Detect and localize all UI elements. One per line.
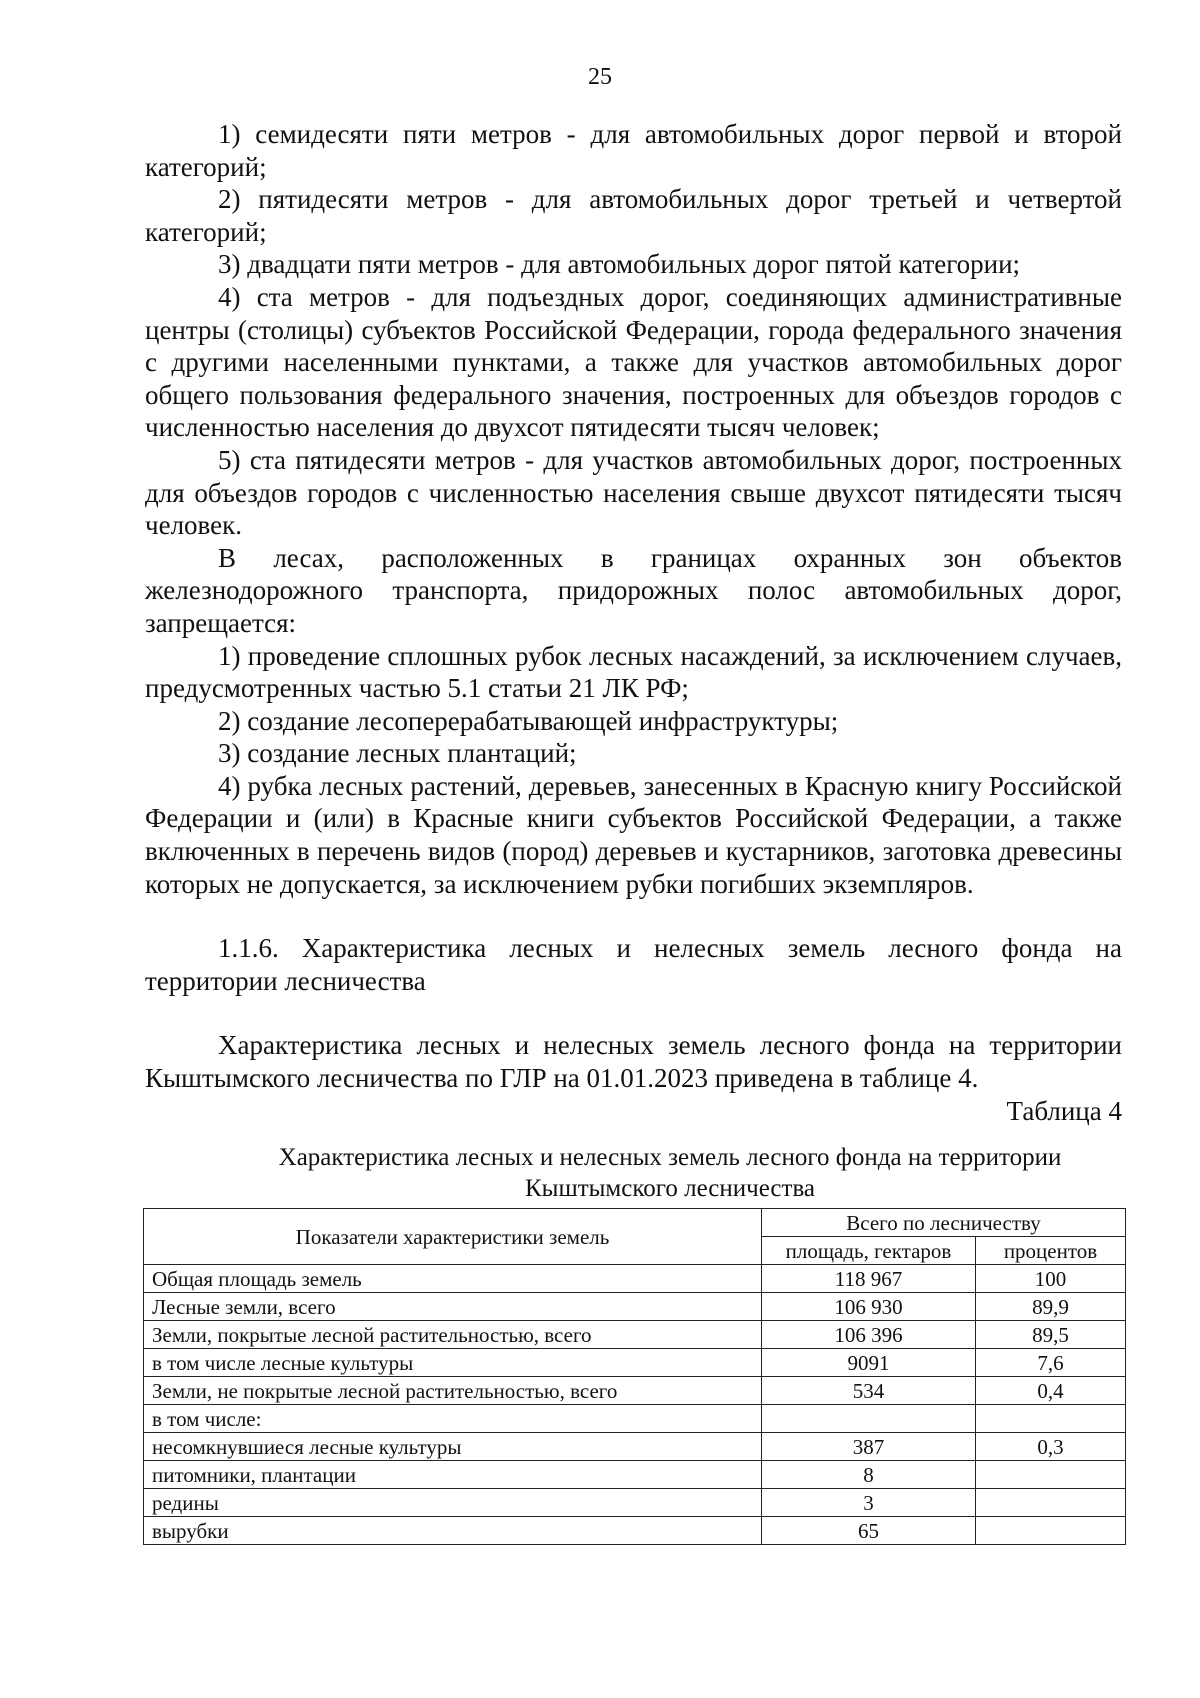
- row-label: Земли, покрытые лесной растительностью, всего: [144, 1321, 762, 1349]
- table-row: [144, 1489, 1126, 1517]
- table-row: [144, 1517, 1126, 1545]
- row-label: в том числе:: [144, 1405, 762, 1433]
- list-item-75m: 1) семидесяти пяти метров - для автомобильных дорог первой и второй категорий;: [145, 119, 1122, 182]
- list-item-25m: 3) двадцати пяти метров - для автомобильных дорог пятой категории;: [218, 249, 1021, 280]
- row-percent: 89,5: [976, 1321, 1126, 1349]
- list-item-150m: 5) ста пятидесяти метров - для участков автомобильных дорог, построенных для объездов городов с численностью населения свыше двухсот пятидесяти тысяч человек.: [145, 444, 1122, 541]
- header-percent: процентов: [976, 1237, 1126, 1265]
- row-percent: 89,9: [976, 1293, 1126, 1321]
- row-area: 534: [762, 1377, 976, 1405]
- table-row: [144, 1377, 1126, 1405]
- table-title-line-2: Кыштымского лесничества: [524, 1175, 816, 1202]
- row-label: несомкнувшиеся лесные культуры: [144, 1433, 762, 1461]
- row-percent: 0,4: [976, 1377, 1126, 1405]
- header-area: площадь, гектаров: [762, 1237, 976, 1265]
- row-area: 65: [762, 1517, 976, 1545]
- row-label: редины: [144, 1489, 762, 1517]
- list-item-100m: 4) ста метров - для подъездных дорог, соединяющих административные центры (столицы) субъектов Российской Федерации, города федерального значения с другими населенными пунктами, а также для участков автомобильных дорог общего пользования федерального значения, построенных для объездов городов с численностью населения до двухсот пятидесяти тысяч человек;: [145, 281, 1122, 443]
- row-label: вырубки: [144, 1517, 762, 1545]
- list-item-50m: 2) пятидесяти метров - для автомобильных дорог третьей и четвертой категорий;: [145, 184, 1122, 247]
- row-area: 8: [762, 1461, 976, 1489]
- row-area: 387: [762, 1433, 976, 1461]
- intro-paragraph: Характеристика лесных и нелесных земель лесного фонда на территории Кыштымского лесничества по ГЛР на 01.01.2023 приведена в таблице 4.: [145, 1030, 1122, 1094]
- row-area: 106 396: [762, 1321, 976, 1349]
- row-label: Общая площадь земель: [144, 1265, 762, 1293]
- row-area: 9091: [762, 1349, 976, 1377]
- row-percent: 7,6: [976, 1349, 1126, 1377]
- row-label: в том числе лесные культуры: [144, 1349, 762, 1377]
- row-percent: [976, 1461, 1126, 1489]
- row-area: 118 967: [762, 1265, 976, 1293]
- row-percent: 0,3: [976, 1433, 1126, 1461]
- table-label: Таблица 4: [1006, 1095, 1122, 1126]
- row-area: 106 930: [762, 1293, 976, 1321]
- prohibition-item-1: 1) проведение сплошных рубок лесных насаждений, за исключением случаев, предусмотренных частью 5.1 статьи 21 ЛК РФ;: [145, 640, 1122, 704]
- table-row: [144, 1433, 1126, 1461]
- row-label: Земли, не покрытые лесной растительностью, всего: [144, 1377, 762, 1405]
- prohibition-item-4: 4) рубка лесных растений, деревьев, занесенных в Красную книгу Российской Федерации и (или) в Красные книги субъектов Российской Федерации, а также включенных в перечень видов (пород) деревьев и кустарников, заготовка древесины которых не допускается, за исключением рубки погибших экземпляров.: [145, 770, 1122, 899]
- row-percent: [976, 1517, 1126, 1545]
- prohibition-intro: В лесах, расположенных в границах охранных зон объектов железнодорожного транспорта, придорожных полос автомобильных дорог, запрещается:: [145, 542, 1122, 638]
- page-number: 25: [588, 64, 612, 90]
- table-title: [200, 1142, 1140, 1204]
- row-percent: [976, 1489, 1126, 1517]
- table-row: [144, 1293, 1126, 1321]
- table-row: [144, 1349, 1126, 1377]
- table-row: [144, 1405, 1126, 1433]
- land-characteristics-table: [143, 1208, 1126, 1545]
- row-percent: 100: [976, 1265, 1126, 1293]
- header-total: Всего по лесничеству: [762, 1209, 1126, 1237]
- section-heading: 1.1.6. Характеристика лесных и нелесных земель лесного фонда на территории лесничества: [145, 933, 1122, 996]
- prohibition-item-3: 3) создание лесных плантаций;: [218, 738, 577, 769]
- table-row: [144, 1265, 1126, 1293]
- document-body: [145, 118, 1122, 1127]
- row-label: питомники, плантации: [144, 1461, 762, 1489]
- row-area: [762, 1405, 976, 1433]
- header-indicator: Показатели характеристики земель: [144, 1209, 762, 1265]
- row-percent: [976, 1405, 1126, 1433]
- table-title-line-1: Характеристика лесных и нелесных земель лесного фонда на территории: [278, 1144, 1062, 1171]
- row-label: Лесные земли, всего: [144, 1293, 762, 1321]
- table-row: [144, 1461, 1126, 1489]
- row-area: 3: [762, 1489, 976, 1517]
- table-row: [144, 1321, 1126, 1349]
- prohibition-item-2: 2) создание лесоперерабатывающей инфраструктуры;: [218, 705, 839, 736]
- table-body: [144, 1265, 1126, 1545]
